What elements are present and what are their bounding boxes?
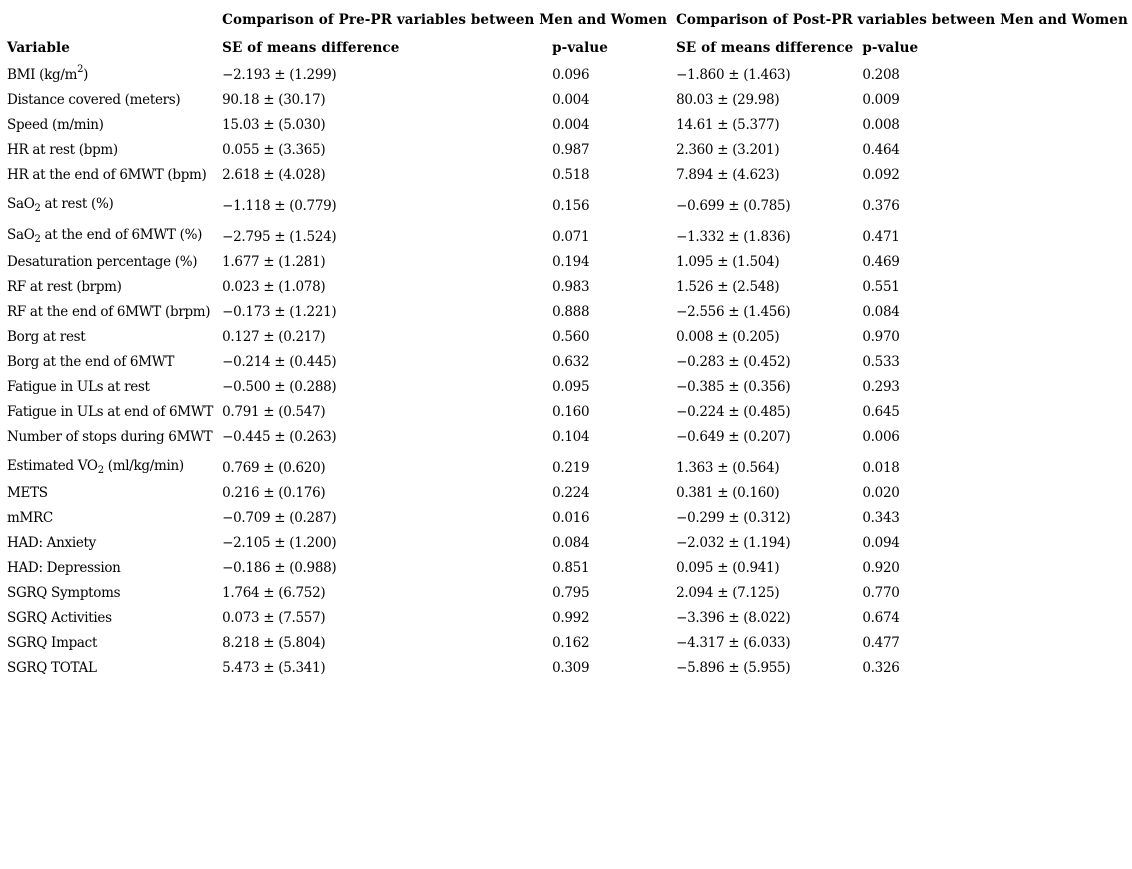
pre-se-cell: 0.216 ± (0.176) [222, 485, 326, 501]
post-p-value-cell: 0.477 [862, 635, 900, 651]
variable-name-suffix: ) [83, 67, 89, 83]
pre-p-value-cell: 0.162 [552, 635, 590, 651]
pre-se-cell: −2.105 ± (1.200) [222, 535, 337, 551]
table-row [2, 214, 1132, 245]
variable-cell [2, 295, 217, 320]
variable-cell [2, 183, 217, 214]
pre-se-cell: 0.769 ± (0.620) [222, 460, 326, 476]
group-header-blank [2, 6, 217, 28]
table-row [2, 108, 1132, 133]
variable-cell [2, 551, 217, 576]
post-p-value-cell: 0.471 [862, 229, 900, 245]
pre-se-cell: 2.618 ± (4.028) [222, 167, 326, 183]
table-body [2, 58, 1132, 676]
post-se-cell: −2.032 ± (1.194) [676, 535, 791, 551]
variable-cell [2, 501, 217, 526]
pre-se-cell: −0.214 ± (0.445) [222, 354, 337, 370]
pre-se-cell: 0.073 ± (7.557) [222, 610, 326, 626]
table-row [2, 526, 1132, 551]
table-row [2, 295, 1132, 320]
post-p-value-cell: 0.533 [862, 354, 900, 370]
variable-cell [2, 320, 217, 345]
pre-p-value-cell: 0.071 [552, 229, 590, 245]
post-p-value-cell: 0.970 [862, 329, 900, 345]
post-p-value-cell: 0.293 [862, 379, 900, 395]
comparison-table [2, 6, 1132, 676]
variable-superscript: 2 [77, 64, 84, 75]
pre-p-value-cell: 0.156 [552, 198, 590, 214]
table-row [2, 626, 1132, 651]
table-row [2, 445, 1132, 476]
pre-se-cell: −0.186 ± (0.988) [222, 560, 337, 576]
variable-name: RF at the end of 6MWT (brpm) [7, 304, 211, 320]
variable-name: Borg at the end of 6MWT [7, 354, 175, 370]
variable-subscript: 2 [34, 234, 41, 245]
pre-se-cell: 0.791 ± (0.547) [222, 404, 326, 420]
pre-se-cell: 1.764 ± (6.752) [222, 585, 326, 601]
table-row [2, 133, 1132, 158]
pre-p-value-cell: 0.888 [552, 304, 590, 320]
pre-se-cell: 5.473 ± (5.341) [222, 660, 326, 676]
post-se-cell: 1.363 ± (0.564) [676, 460, 780, 476]
post-p-value-cell: 0.006 [862, 429, 900, 445]
variable-name: Distance covered (meters) [7, 92, 181, 108]
pre-p-value-cell: 0.095 [552, 379, 590, 395]
column-header-pre-se: SE of means difference [222, 40, 400, 56]
pre-se-cell: 8.218 ± (5.804) [222, 635, 326, 651]
pre-se-cell: −0.173 ± (1.221) [222, 304, 337, 320]
variable-subscript: 2 [97, 465, 104, 476]
table-row [2, 576, 1132, 601]
post-se-cell: 1.095 ± (1.504) [676, 254, 780, 270]
post-se-cell: −0.299 ± (0.312) [676, 510, 791, 526]
post-p-value-cell: 0.008 [862, 117, 900, 133]
pre-p-value-cell: 0.560 [552, 329, 590, 345]
variable-name: SGRQ Symptoms [7, 585, 121, 601]
variable-name: METS [7, 485, 48, 501]
post-p-value-cell: 0.343 [862, 510, 900, 526]
post-se-cell: −0.283 ± (0.452) [676, 354, 791, 370]
post-se-cell: −0.224 ± (0.485) [676, 404, 791, 420]
pre-se-cell: −1.118 ± (0.779) [222, 198, 337, 214]
post-p-value-cell: 0.376 [862, 198, 900, 214]
variable-cell [2, 245, 217, 270]
post-se-cell: 0.008 ± (0.205) [676, 329, 780, 345]
table-row [2, 476, 1132, 501]
pre-p-value-cell: 0.004 [552, 92, 590, 108]
variable-cell [2, 58, 217, 83]
post-p-value-cell: 0.469 [862, 254, 900, 270]
pre-p-value-cell: 0.987 [552, 142, 590, 158]
post-se-cell: −2.556 ± (1.456) [676, 304, 791, 320]
variable-name: Speed (m/min) [7, 117, 104, 133]
group-header-post-pr: Comparison of Post-PR variables between Men and Women [676, 12, 1128, 28]
pre-se-cell: 0.023 ± (1.078) [222, 279, 326, 295]
variable-name: SGRQ TOTAL [7, 660, 97, 676]
table-row [2, 420, 1132, 445]
post-se-cell: −0.385 ± (0.356) [676, 379, 791, 395]
pre-se-cell: 15.03 ± (5.030) [222, 117, 326, 133]
post-p-value-cell: 0.084 [862, 304, 900, 320]
column-header-row [2, 28, 1132, 58]
variable-cell [2, 133, 217, 158]
table-row [2, 501, 1132, 526]
variable-name: BMI (kg/m [7, 67, 78, 83]
pre-p-value-cell: 0.096 [552, 67, 590, 83]
variable-name-suffix: (ml/kg/min) [103, 458, 184, 474]
pre-se-cell: −2.795 ± (1.524) [222, 229, 337, 245]
variable-name: HR at the end of 6MWT (bpm) [7, 167, 207, 183]
table-row [2, 270, 1132, 295]
post-se-cell: −1.332 ± (1.836) [676, 229, 791, 245]
pre-p-value-cell: 0.795 [552, 585, 590, 601]
variable-cell [2, 626, 217, 651]
variable-cell [2, 158, 217, 183]
post-p-value-cell: 0.464 [862, 142, 900, 158]
variable-name: Number of stops during 6MWT [7, 429, 213, 445]
variable-cell [2, 651, 217, 676]
variable-cell [2, 420, 217, 445]
table-row [2, 83, 1132, 108]
column-header-post-p: p-value [862, 40, 919, 56]
post-se-cell: 14.61 ± (5.377) [676, 117, 780, 133]
pre-se-cell: 0.127 ± (0.217) [222, 329, 326, 345]
post-se-cell: 1.526 ± (2.548) [676, 279, 780, 295]
variable-name: Borg at rest [7, 329, 86, 345]
pre-p-value-cell: 0.016 [552, 510, 590, 526]
pre-p-value-cell: 0.084 [552, 535, 590, 551]
pre-se-cell: 90.18 ± (30.17) [222, 92, 326, 108]
post-se-cell: −0.649 ± (0.207) [676, 429, 791, 445]
post-p-value-cell: 0.094 [862, 535, 900, 551]
pre-se-cell: −0.445 ± (0.263) [222, 429, 337, 445]
post-se-cell: 0.381 ± (0.160) [676, 485, 780, 501]
pre-p-value-cell: 0.309 [552, 660, 590, 676]
table-row [2, 158, 1132, 183]
table-row [2, 601, 1132, 626]
post-se-cell: 2.094 ± (7.125) [676, 585, 780, 601]
variable-name: Fatigue in ULs at end of 6MWT [7, 404, 214, 420]
post-se-cell: −3.396 ± (8.022) [676, 610, 791, 626]
pre-p-value-cell: 0.104 [552, 429, 590, 445]
post-p-value-cell: 0.770 [862, 585, 900, 601]
column-header-pre-p: p-value [552, 40, 608, 56]
post-p-value-cell: 0.645 [862, 404, 900, 420]
pre-se-cell: −0.709 ± (0.287) [222, 510, 337, 526]
post-p-value-cell: 0.551 [862, 279, 900, 295]
variable-cell [2, 576, 217, 601]
pre-p-value-cell: 0.992 [552, 610, 590, 626]
variable-name: HAD: Depression [7, 560, 121, 576]
pre-p-value-cell: 0.518 [552, 167, 590, 183]
variable-cell [2, 214, 217, 245]
variable-name: SaO [7, 227, 35, 243]
variable-name: mMRC [7, 510, 53, 526]
post-p-value-cell: 0.018 [862, 460, 900, 476]
pre-se-cell: −2.193 ± (1.299) [222, 67, 337, 83]
table-row [2, 245, 1132, 270]
pre-se-cell: −0.500 ± (0.288) [222, 379, 337, 395]
pre-p-value-cell: 0.224 [552, 485, 590, 501]
variable-cell [2, 83, 217, 108]
post-se-cell: −0.699 ± (0.785) [676, 198, 791, 214]
variable-name: Fatigue in ULs at rest [7, 379, 150, 395]
post-se-cell: 0.095 ± (0.941) [676, 560, 780, 576]
table-row [2, 345, 1132, 370]
variable-cell [2, 395, 217, 420]
variable-cell [2, 345, 217, 370]
post-se-cell: −4.317 ± (6.033) [676, 635, 791, 651]
post-se-cell: 7.894 ± (4.623) [676, 167, 780, 183]
variable-name: SGRQ Impact [7, 635, 98, 651]
table-row [2, 370, 1132, 395]
variable-name: HR at rest (bpm) [7, 142, 118, 158]
variable-name: SGRQ Activities [7, 610, 112, 626]
variable-name-suffix: at the end of 6MWT (%) [40, 227, 203, 243]
pre-p-value-cell: 0.219 [552, 460, 590, 476]
pre-se-cell: 0.055 ± (3.365) [222, 142, 326, 158]
variable-name: SaO [7, 196, 35, 212]
variable-name: HAD: Anxiety [7, 535, 97, 551]
variable-name: Estimated VO [7, 458, 98, 474]
pre-p-value-cell: 0.983 [552, 279, 590, 295]
variable-cell [2, 108, 217, 133]
table-row [2, 320, 1132, 345]
post-p-value-cell: 0.208 [862, 67, 900, 83]
group-header-pre-pr: Comparison of Pre-PR variables between Men and Women [222, 12, 668, 28]
post-p-value-cell: 0.674 [862, 610, 900, 626]
post-p-value-cell: 0.009 [862, 92, 900, 108]
variable-name: Desaturation percentage (%) [7, 254, 198, 270]
table-row [2, 58, 1132, 83]
group-header-row [2, 6, 1132, 28]
pre-p-value-cell: 0.004 [552, 117, 590, 133]
variable-subscript: 2 [34, 203, 41, 214]
variable-name: RF at rest (brpm) [7, 279, 122, 295]
post-se-cell: −5.896 ± (5.955) [676, 660, 791, 676]
column-header-variable: Variable [7, 40, 70, 56]
pre-p-value-cell: 0.851 [552, 560, 590, 576]
pre-p-value-cell: 0.194 [552, 254, 590, 270]
variable-name-suffix: at rest (%) [40, 196, 114, 212]
post-p-value-cell: 0.020 [862, 485, 900, 501]
post-p-value-cell: 0.920 [862, 560, 900, 576]
table-row [2, 395, 1132, 420]
post-se-cell: 2.360 ± (3.201) [676, 142, 780, 158]
post-p-value-cell: 0.326 [862, 660, 900, 676]
variable-cell [2, 370, 217, 395]
pre-se-cell: 1.677 ± (1.281) [222, 254, 326, 270]
table-row [2, 551, 1132, 576]
table-row [2, 183, 1132, 214]
variable-cell [2, 526, 217, 551]
table-row [2, 651, 1132, 676]
column-header-post-se: SE of means difference [676, 40, 854, 56]
post-p-value-cell: 0.092 [862, 167, 900, 183]
post-se-cell: 80.03 ± (29.98) [676, 92, 780, 108]
pre-p-value-cell: 0.160 [552, 404, 590, 420]
variable-cell [2, 601, 217, 626]
pre-p-value-cell: 0.632 [552, 354, 590, 370]
post-se-cell: −1.860 ± (1.463) [676, 67, 791, 83]
variable-cell [2, 445, 217, 476]
variable-cell [2, 476, 217, 501]
variable-cell [2, 270, 217, 295]
